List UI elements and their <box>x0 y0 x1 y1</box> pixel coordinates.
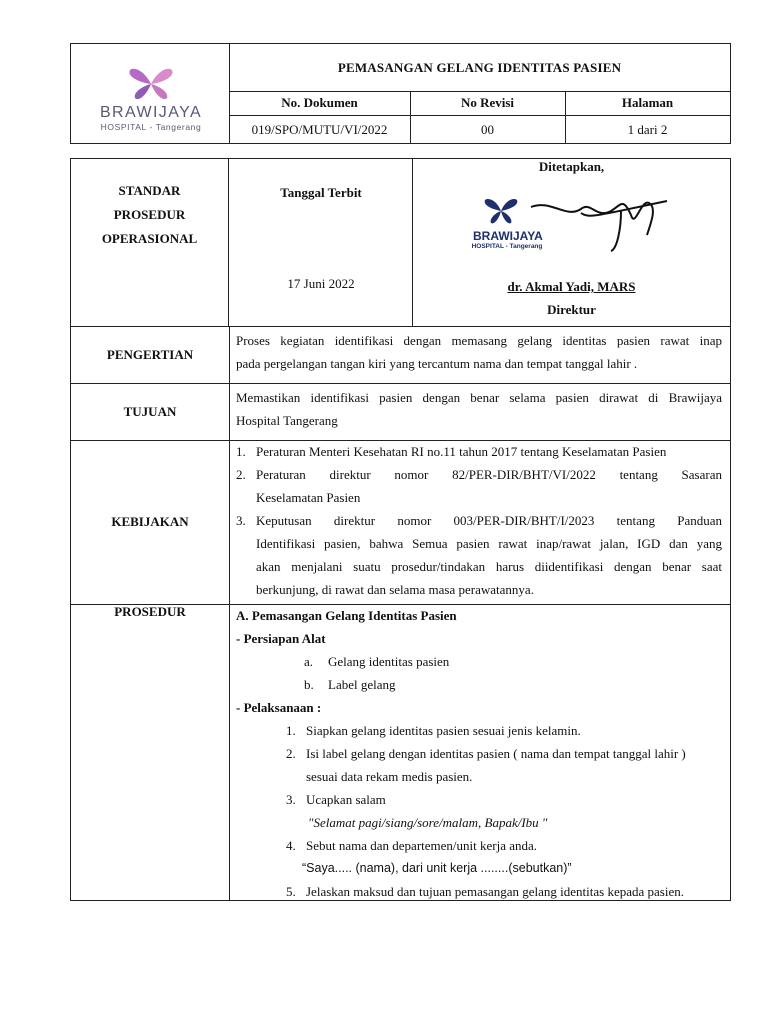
kebijakan-line: berkunjung, di rawat dan selama masa perawatannya. <box>256 582 534 597</box>
kebijakan-line: akan menjalani suatu prosedur/tindakan harus diidentifikasi dengan benar saat <box>256 559 722 574</box>
persiapan-marker: b. <box>304 677 314 692</box>
pengertian-row <box>71 326 730 384</box>
tanggal-terbit-cell <box>230 159 413 326</box>
no-dokumen-cell <box>229 91 411 143</box>
tujuan-line: Memastikan identifikasi pasien dengan benar selama pasien dirawat di Brawijaya <box>236 390 722 405</box>
persiapan-text: Gelang identitas pasien <box>328 654 450 669</box>
ditetapkan-cell <box>413 159 730 326</box>
sop-label-cell <box>71 159 229 326</box>
no-revisi-label: No Revisi <box>410 91 565 116</box>
sop-label-line: PROSEDUR <box>113 207 186 222</box>
step-number: 5. <box>286 884 296 899</box>
persiapan-item <box>236 650 722 673</box>
signer-title: Direktur <box>547 302 596 317</box>
step-text: Sebut nama dan departemen/unit kerja anda. <box>306 838 538 853</box>
halaman-value: 1 dari 2 <box>627 121 668 137</box>
no-dokumen-label: No. Dokumen <box>229 91 410 116</box>
sop-main-table <box>70 158 731 901</box>
step-number: 4. <box>286 838 296 853</box>
halaman-cell <box>565 91 730 143</box>
sop-label-line: STANDAR <box>118 183 181 198</box>
kebijakan-line: Keselamatan Pasien <box>256 490 361 505</box>
kebijakan-label: KEBIJAKAN <box>71 440 230 604</box>
kebijakan-item <box>236 463 722 509</box>
kebijakan-number: 2. <box>236 467 246 482</box>
persiapan-item <box>236 673 722 696</box>
step-text: Siapkan gelang identitas pasien sesuai jenis kelamin. <box>306 723 581 738</box>
tujuan-content <box>230 383 730 440</box>
logo-sub-text: HOSPITAL - Tangerang <box>100 122 202 132</box>
tanggal-terbit-value: 17 Juni 2022 <box>287 276 355 291</box>
step-number: 1. <box>286 723 296 738</box>
intro-quote: “Saya..... (nama), dari unit kerja ........(sebutkan)” <box>302 861 572 875</box>
pengertian-line: Proses kegiatan identifikasi dengan memasang gelang identitas pasien rawat inap <box>236 333 722 348</box>
kebijakan-line: Peraturan Menteri Kesehatan RI no.11 tahun 2017 tentang Keselamatan Pasien <box>256 444 667 459</box>
no-revisi-cell <box>410 91 566 143</box>
kebijakan-line: Peraturan direktur nomor 82/PER-DIR/BHT/VI/2022 tentang Sasaran <box>256 467 722 482</box>
pengertian-line: pada pergelangan tangan kiri yang tercantum nama dan tempat tanggal lahir . <box>236 356 638 371</box>
signer-name: dr. Akmal Yadi, MARS <box>507 279 636 294</box>
pengertian-content <box>230 326 730 383</box>
stamp-brand-text: BRAWIJAYA <box>473 229 543 243</box>
kebijakan-line: Identifikasi pasien, bahwa Semua pasien rawat inap/rawat jalan, IGD dan yang <box>256 536 722 551</box>
no-dokumen-value: 019/SPO/MUTU/VI/2022 <box>251 121 388 137</box>
persiapan-marker: a. <box>304 654 314 669</box>
stamp-sub-text: HOSPITAL - Tangerang <box>471 243 543 250</box>
kebijakan-content <box>230 440 730 604</box>
no-revisi-value: 00 <box>481 121 494 137</box>
prosedur-heading: A. Pemasangan Gelang Identitas Pasien <box>236 608 457 623</box>
step-text: Isi label gelang dengan identitas pasien ( nama dan tempat tanggal lahir ) <box>306 746 686 761</box>
tujuan-label: TUJUAN <box>71 383 230 440</box>
butterfly-logo-icon <box>127 66 175 102</box>
salam-quote: "Selamat pagi/siang/sore/malam, Bapak/Ibu " <box>308 815 548 830</box>
step-text: sesuai data rekam medis pasien. <box>306 769 473 784</box>
step-text: Jelaskan maksud dan tujuan pemasangan gelang identitas kepada pasien. <box>306 884 684 899</box>
prosedur-content <box>230 604 730 900</box>
kebijakan-item <box>236 509 722 601</box>
pengertian-label: PENGERTIAN <box>71 326 230 383</box>
pelaksanaan-step <box>236 742 722 765</box>
kebijakan-number: 1. <box>236 444 246 459</box>
tujuan-row <box>71 383 730 441</box>
halaman-label: Halaman <box>565 91 730 116</box>
sop-label-line: OPERASIONAL <box>101 231 198 246</box>
pelaksanaan-step <box>236 788 722 811</box>
pelaksanaan-step <box>236 719 722 742</box>
persiapan-label: - Persiapan Alat <box>236 631 326 646</box>
ditetapkan-label: Ditetapkan, <box>538 159 605 174</box>
pelaksanaan-step <box>236 880 722 903</box>
step-text: Ucapkan salam <box>306 792 386 807</box>
pelaksanaan-step-continued <box>236 765 722 788</box>
pelaksanaan-label: - Pelaksanaan : <box>236 700 322 715</box>
logo-brand-text: BRAWIJAYA <box>99 104 203 121</box>
hospital-logo <box>91 66 211 132</box>
sop-approval-row <box>71 159 730 327</box>
document-title: PEMASANGAN GELANG IDENTITAS PASIEN <box>229 44 730 92</box>
prosedur-row <box>71 604 730 900</box>
tujuan-line: Hospital Tangerang <box>236 413 338 428</box>
step-number: 3. <box>286 792 296 807</box>
kebijakan-number: 3. <box>236 513 246 528</box>
kebijakan-row <box>71 440 730 605</box>
hospital-stamp-with-signature <box>471 189 671 259</box>
approval-cells <box>230 159 730 326</box>
prosedur-label: PROSEDUR <box>71 604 230 900</box>
tanggal-terbit-label: Tanggal Terbit <box>280 185 362 200</box>
step-number: 2. <box>286 746 296 761</box>
document-header-table <box>70 43 731 144</box>
pelaksanaan-step <box>236 834 722 857</box>
kebijakan-item <box>236 440 722 463</box>
logo-cell <box>71 44 230 143</box>
kebijakan-line: Keputusan direktur nomor 003/PER-DIR/BHT/I/2023 tentang Panduan <box>256 513 722 528</box>
persiapan-text: Label gelang <box>328 677 396 692</box>
